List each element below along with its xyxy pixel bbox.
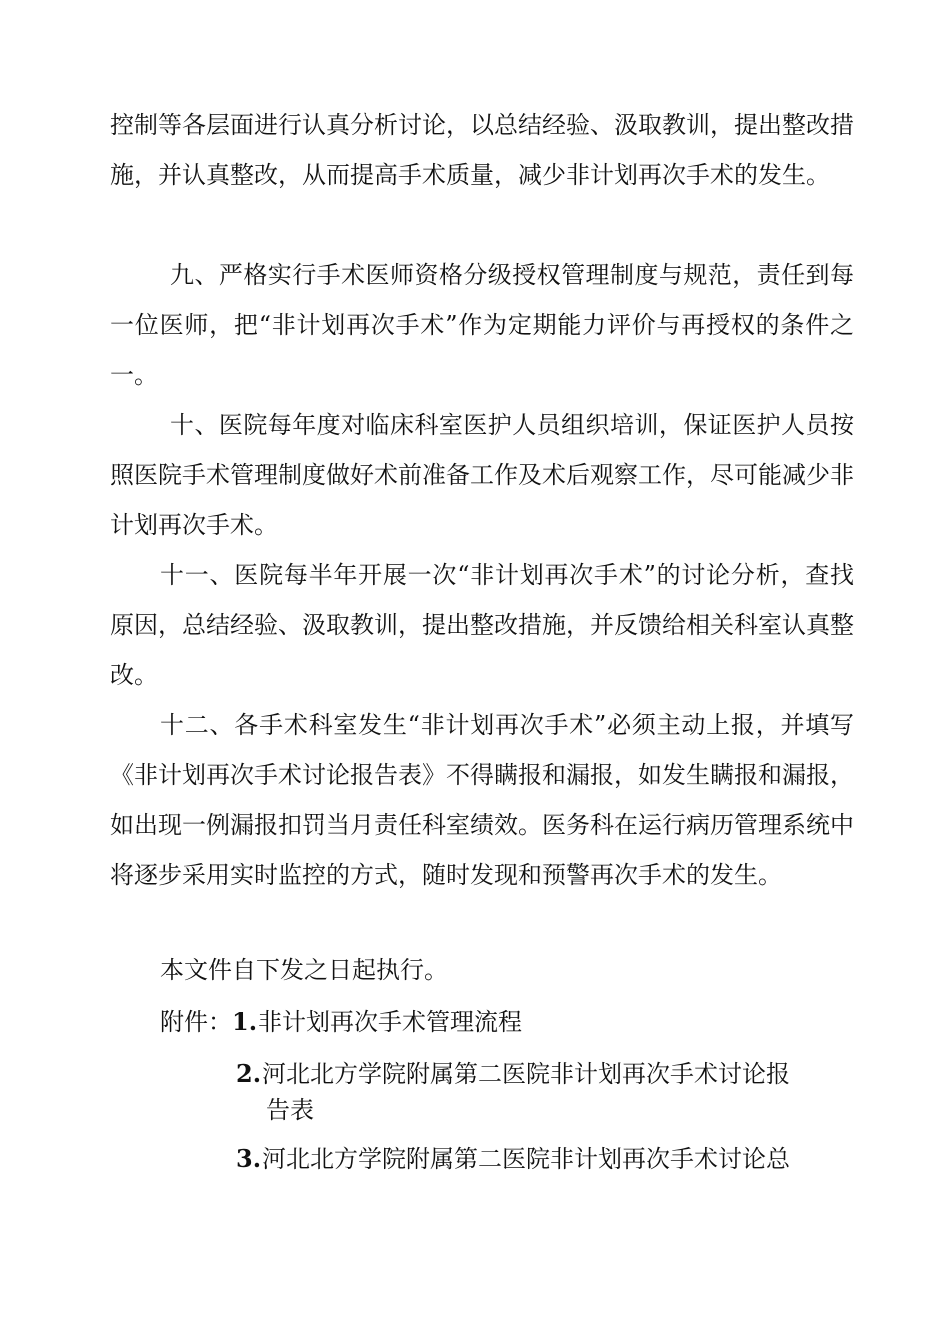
- effective-date-statement: 本文件自下发之日起执行。: [160, 956, 448, 984]
- paragraph-continuation: 控制等各层面进行认真分析讨论，以总结经验、汲取教训，提出整改措施，并认真整改，从而提高手术质量，减少非计划再次手术的发生。: [110, 111, 854, 189]
- attachment-item-2: [236, 1057, 836, 1129]
- attachment-title: 非计划再次手术管理流程: [258, 1008, 522, 1036]
- paragraph-item-12: 十二、各手术科室发生“非计划再次手术”必须主动上报，并填写《非计划再次手术讨论报告表》不得瞒报和漏报，如发生瞒报和漏报，如出现一例漏报扣罚当月责任科室绩效。医务科在运行病历管理系统中将逐步采用实时监控的方式，随时发现和预警再次手术的发生。: [110, 711, 854, 889]
- paragraph-item-11: 十一、医院每半年开展一次“非计划再次手术”的讨论分析，查找原因，总结经验、汲取教训，提出整改措施，并反馈给相关科室认真整改。: [110, 561, 854, 689]
- attachment-title: 河北北方学院附属第二医院非计划再次手术讨论总: [262, 1145, 790, 1173]
- attachment-title: 河北北方学院附属第二医院非计划再次手术讨论报: [262, 1060, 790, 1088]
- paragraph-item-10: 十、医院每年度对临床科室医护人员组织培训，保证医护人员按照医院手术管理制度做好术前准备工作及术后观察工作，尽可能减少非计划再次手术。: [110, 411, 854, 539]
- attachment-number: 2.: [236, 1059, 262, 1088]
- attachment-title-continuation: 告表: [266, 1096, 314, 1124]
- attachment-number: 3.: [236, 1144, 262, 1173]
- attachment-item-1: [232, 1005, 832, 1039]
- attachments-label: 附件：: [160, 1008, 232, 1036]
- attachment-item-3: [236, 1142, 836, 1176]
- paragraph-item-9: 九、严格实行手术医师资格分级授权管理制度与规范，责任到每一位医师，把“非计划再次手术”作为定期能力评价与再授权的条件之一。: [110, 261, 854, 389]
- attachment-number: 1.: [232, 1007, 258, 1036]
